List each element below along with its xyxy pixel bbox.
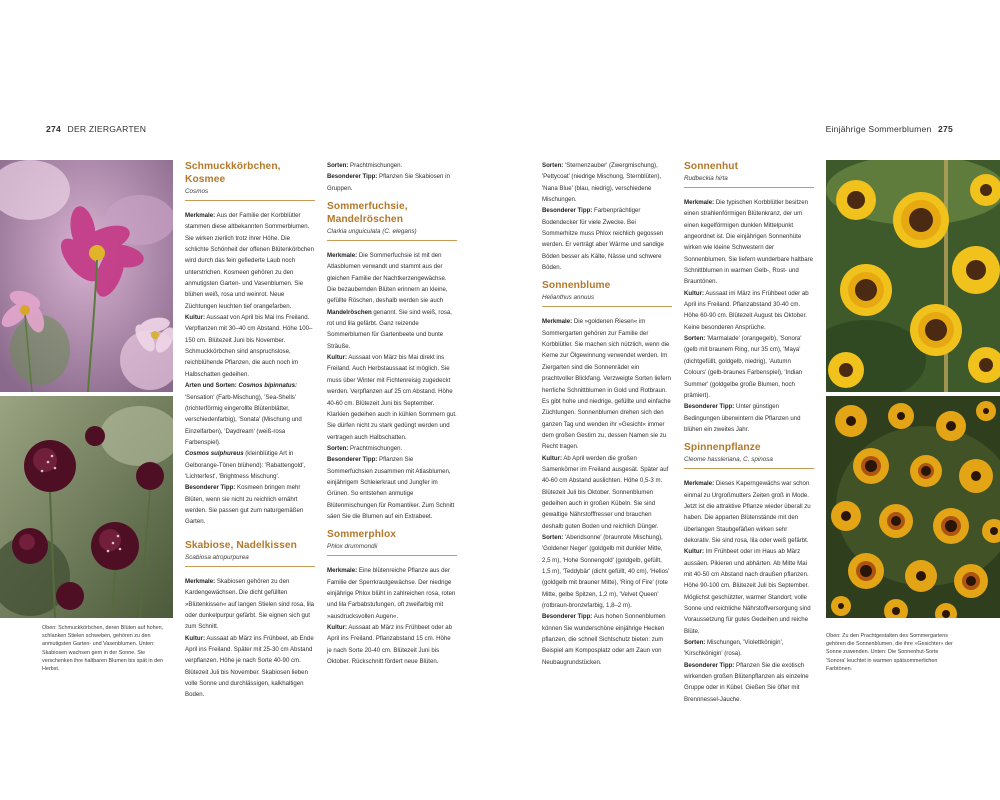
text-column-4	[684, 160, 814, 705]
section-rule	[542, 306, 672, 307]
clarkia-latin-name: Clarkia unguiculata (C. elegans)	[327, 228, 417, 236]
sunflower-varieties: Sorten: 'Abendsonne' (braunrote Mischung), 'Goldener Neger' (goldgelb mit dunkler Mitte, 2,5 m), 'Hohe Sonnengold' (goldgelb, gefüllt, 1,5 m), 'Teddybär' (dicht gefüllt, 40 cm), 'Helios' (goldgelb mit brauner Mitte), 'Ring of Fire' (rote Mitte, gelbe Spitzen, 1,2 m), 'Velvet Queen' (rotbraun-bronzefarbig, 1,8–2 m).	[542, 533, 670, 610]
left-chapter-title: DER ZIERGARTEN	[67, 124, 147, 134]
rudbeckia-cultivation: Kultur: Aussaat im März ins Frühbeet oder ab April ins Freiland. Pflanzabstand 30-40 cm. Höhe 60-90 cm. Blütezeit August bis Oktober. Keine besonderen Ansprüche.	[684, 289, 809, 331]
scabiosa-heading: Skabiose, Nadelkissen	[185, 539, 297, 551]
clarkia-cultivation: Kultur: Aussaat von März bis Mai direkt ins Freiland. Auch Herbstaussaat ist möglich. Sie muss über Winter mit Fichtenreisig zugedeckt werden. Verpflanzen auf 25 cm Abstand. Höhe 40-60 cm. Blütezeit Juni bis September. Klarkien gedeihen auch in kühlen Sommern gut. Sie dürfen nicht zu stark gedüngt werden und vertragen auch Halbschatten.	[327, 354, 457, 441]
scabiosa-photo	[0, 396, 173, 618]
cosmos-features: Merkmale: Aus der Familie der Korbblütler stammen diese altbekannten Sommerblumen. Sie wirken zierlich trotz ihrer Höhe. Die schlichte Schönheit der offenen Blütenkörbchen wird durch das fein gefiederte Laub noch unterstrichen. Kosmeen gehören zu den anmutigsten Garten- und Vasenblumen. Sie blühen weiß, rosa und weinrot. Neue Züchtungen leuchten tief orangefarben.	[185, 212, 314, 310]
cleome-features: Merkmale: Dieses Kaperngewächs war schon einmal zu Urgroßmutters Zeiten groß in Mode. Jetzt ist die attraktive Pflanze wieder überall zu haben. Die apparten Blütenstände mit den überlangen Staubgefäßen wirken sehr dekorativ. Sie sind rosa, lila oder weiß gefärbt.	[684, 480, 811, 544]
cleome-heading: Spinnenpflanze	[684, 442, 761, 454]
sunflower-tip: Besonderer Tipp: Aus hohen Sonnenblumen können Sie wunderschöne einjährige Hecken pflanzen, die schnell Sichtschutz bieten: zum Beispiel am Komposplatz oder am Zaun von Neubaugrundstücken.	[542, 613, 666, 666]
section-rule	[684, 187, 814, 188]
clarkia-varieties: Sorten: Prachtmischungen.	[327, 444, 403, 452]
cosmos-latin-name: Cosmos	[185, 188, 209, 195]
cosmos-sulphureus: Cosmos sulphureus (kleinblütige Art in Gelborange-Tönen blühend): 'Rabattengold', 'Lichterfest', 'Brightness Mischung'.	[185, 450, 306, 480]
cosmos-tip: Besonderer Tipp: Kosmeen bringen mehr Blüten, wenn sie nicht zu reichlich ernährt werden. Sie passen gut zum naturgemäßen Garten.	[185, 484, 304, 526]
left-photo-caption: Oben: Schmuckkörbchen, deren Blüten auf hohen, schlanken Stielen schweben, gehören zu den anmutigsten Garten- und Vasenblumen. Unten: Skabiosen wachsen gern in der Sonne. Sie verschenken ihre haltbaren Blumen bis spät in den Herbst.	[42, 625, 164, 673]
cleome-tip: Besonderer Tipp: Pflanzen Sie die exotisch wirkenden großen Blütenpflanzen als einzelne Gruppe oder in Kübel. Gießen Sie öfter mit Brennnessel-Jauche.	[684, 661, 809, 703]
clarkia-features: Merkmale: Die Sommerfuchsie ist mit den Atlasblumen verwandt und stammt aus der gleichen Familie der Nachtkerzengewächse. Die bezaubernden Blüten erinnern an kleine, gefüllte Röschen, deshalb werden sie auch Mandelröschen genannt. Sie sind weiß, rosa, rot und lila gefärbt. Ganz reizende Sommerblumen für Gartenbeete und bunte Sträuße.	[327, 252, 452, 350]
text-column-3	[542, 160, 672, 668]
section-rule	[185, 566, 315, 567]
right-chapter-title: Einjährige Sommerblumen	[825, 124, 932, 134]
rudbeckia-latin-name: Rudbeckia hirta	[684, 175, 728, 182]
rudbeckia-photo	[826, 396, 1000, 618]
phlox-tip: Besonderer Tipp: Farbenprächtiger Bodendecker für viele Zwecke. Bei Sommerhitze muss Phlox reichlich gegossen werden. Er verträgt aber Wärme und sandige Böden besser als Kälte, Nässe und schwere Böden.	[542, 207, 664, 272]
clarkia-tip: Besonderer Tipp: Pflanzen Sie Sommerfuchsien zusammen mit Atlasblumen, einjährigem Schleierkraut und Jungfer im Grünen. So entstehen anmutige Blütenmischungen für Romantiker. Zum Schnitt säen Sie die Blumen auf ein Extrabeet.	[327, 456, 455, 520]
sunflower-heading: Sonnenblume	[542, 280, 611, 292]
text-column-1	[185, 160, 315, 701]
clarkia-heading: Sommerfuchsie, Mandelröschen	[327, 201, 408, 226]
rudbeckia-heading: Sonnenhut	[684, 161, 739, 172]
right-photo-caption: Oben: Zu den Prachtgestalten des Sommergartens gehören die Sonnenblumen, die ihre »Gesichter« der Sonne zuwenden. Unten: Die Sonnenhut-Sorte 'Sonora' leuchtet in warmen spätsommerlichen Farbtönen.	[826, 633, 953, 672]
cosmos-species: Arten und Sorten: Cosmos bipinnatus: 'Sensation' (Farb-Mischung), 'Sea-Shells' (trichterförmig eingerollte Blütenblätter, verschiedenfarbig), 'Sonata' (Mischung und Einzelfarben), 'Daydream' (weiß-rosa Farbenspiel).	[185, 382, 302, 446]
phlox-varieties: Sorten: 'Sternenzauber' (Zwergmischung), 'Pettycoat' (niedrige Mischung, Sternblüten), 'Nana Blue' (blau, niedrig), verschiedene Mischungen.	[542, 162, 662, 204]
cleome-cultivation: Kultur: Im Frühbeet oder im Haus ab März aussäen. Pikieren und abhärten. Ab Mitte Mai mit 40-50 cm Abstand nach draußen pflanzen. Höhe 90-100 cm. Blütezeit Juli bis September. Möglichst geschützter, warmer Standort; volle Sonne und reichliche Nährstoffversorgung sind Voraussetzung für gutes Gedeihen und reiche Blüte.	[684, 548, 811, 635]
cleome-latin-name: Cleome hassleriana, C. spinosa	[684, 456, 773, 464]
rudbeckia-features: Merkmale: Die typischen Korbblütler besitzen einen strahlenförmigen Blütenkranz, der um einen kegelförmigen dunklen Mittelpunkt angeordnet ist. Die einjährigen Sonnenhüte wirken wie kleine Schwestern der Sonnenblumen. Sie liefern wunderbare haltbare Schnittblumen in warmen Gelb-, Rost- und Brauntönen.	[684, 199, 814, 286]
left-page-number: 274	[46, 124, 61, 134]
section-rule	[185, 200, 315, 201]
sunflower-photo	[826, 160, 1000, 392]
phlox-latin-name: Phlox drummondii	[327, 543, 378, 551]
section-rule	[327, 240, 457, 241]
scabiosa-latin-name: Scabiosa atropurpurea	[185, 553, 249, 561]
section-rule	[327, 555, 457, 556]
sunflower-features: Merkmale: Die »goldenen Riesen« im Sommergarten gehören zur Familie der Korbblütler. Sie machen sich nützlich, wenn die Kerne zur Ölgewinnung verwendet werden. Im Ziergarten sind die Sonnenräder ein prachtvoller Blickfang. Verzweigte Sorten liefern herrliche Schnittblumen in Gold und Rotbraun. Es gibt hohe und niedrige, gefüllte und einfache Züchtungen. Sonnenblumen drehen sich den ganzen Tag und wenden ihr »Gesicht« immer dem großen Gestirn zu, dessen Namen sie zu Recht tragen.	[542, 318, 672, 451]
rudbeckia-tip: Besonderer Tipp: Unter günstigen Bedingungen überwintern die Pflanzen und blühen ein zweites Jahr.	[684, 403, 801, 433]
cosmos-cultivation: Kultur: Aussaat von April bis Mai ins Freiland. Verpflanzen mit 30–40 cm Abstand. Höhe 100–150 cm. Blütezeit Juni bis November. Schmuckkörbchen sind anspruchslose, reichblühende Pflanzen, die auch noch im Halbschatten gedeihen.	[185, 314, 313, 378]
right-page-number: 275	[938, 124, 953, 134]
scabiosa-features: Merkmale: Skabiosen gehören zu den Kardengewächsen. Die dicht gefüllten »Blütenkissen« auf langen Stielen sind rosa, lila oder dunkelpurpur gefärbt. Sie eignen sich gut zum Schnitt.	[185, 577, 315, 631]
rudbeckia-varieties: Sorten: 'Marmalade' (orangegelb), 'Sonora' (gelb mit braunem Ring, nur 35 cm), 'Maya' (dichtgefüllt, goldgelb, niedrig), 'Autumn Colours' (gelb-braunes Farbenspiel), 'Indian Summer' (goldgelbe große Blumen, hoch prämiert).	[684, 335, 803, 399]
cleome-varieties: Sorten: Mischungen, 'Violettkönigin', 'Kirschkönigin' (rosa).	[684, 639, 784, 658]
cosmos-heading: Schmuckkörbchen, Kosmee	[185, 161, 281, 185]
phlox-cultivation: Kultur: Aussaat ab März ins Frühbeet oder ab April ins Freiland. Pflanzabstand 15 cm. Höhe je nach Sorte 20-40 cm. Blütezeit Juni bis Oktober. Rückschnitt fördert neue Blüten.	[327, 624, 452, 666]
sunflower-cultivation: Kultur: Ab April werden die großen Samenkörner im Freiland ausgesät. Später auf 40-60 cm Abstand auslichten. Höhe 0,5-3 m. Blütezeit Juli bis Oktober. Sonnenblumen gedeihen auch in großen Kübeln. Sie sind gewaltige Nährstofffresser und brauchen deshalb guten Boden und reichlich Dünger.	[542, 454, 669, 530]
phlox-features: Merkmale: Eine blütenreiche Pflanze aus der Familie der Sperrkrautgewächse. Der niedrige einjährige Phlox blüht in zahlreichen rosa, roten und lila Farbabstufungen, oft zweifarbig mit »ausdrucksvollen Augen«.	[327, 567, 456, 620]
sunflower-latin-name: Helianthus annuus	[542, 294, 595, 302]
text-column-2	[327, 160, 457, 667]
scabiosa-cultivation: Kultur: Aussaat ab März ins Frühbeet, ab Ende April ins Freiland. Später mit 25-30 cm Abstand verpflanzen. Höhe je nach Sorte 40-90 cm. Blütezeit Juli bis November. Skabiosen lieben volle Sonne und durchlässigen, kalkhaltigen Boden.	[185, 634, 314, 699]
scabiosa-tip: Besonderer Tipp: Pflanzen Sie Skabiosen in Gruppen.	[327, 173, 450, 192]
phlox-heading: Sommerphlox	[327, 529, 397, 541]
scabiosa-varieties: Sorten: Prachtmischungen.	[327, 162, 403, 169]
left-running-head	[42, 124, 146, 134]
right-running-head	[826, 124, 957, 134]
section-rule	[684, 468, 814, 469]
cosmos-photo	[0, 160, 173, 392]
